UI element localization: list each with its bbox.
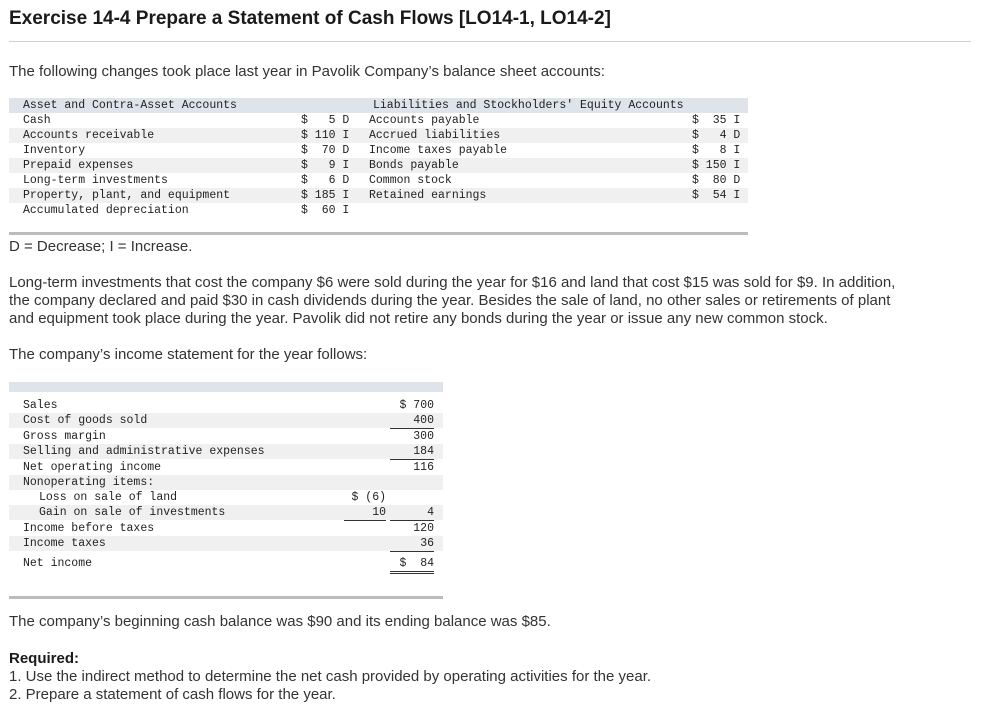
asset-name: Property, plant, and equipment	[23, 189, 231, 202]
table-row	[9, 429, 443, 444]
table-row	[9, 490, 443, 505]
table-row	[9, 536, 443, 551]
income-intro-text: The company’s income statement for the year follows:	[9, 346, 368, 363]
table-row	[9, 188, 748, 203]
liabilities-header: Liabilities and Stockholders' Equity Accounts	[373, 99, 684, 112]
asset-header: Asset and Contra-Asset Accounts	[23, 99, 237, 112]
title-divider	[9, 41, 971, 42]
exercise-title: Exercise 14-4 Prepare a Statement of Cash Flows [LO14-1, LO14-2]	[9, 8, 611, 29]
asset-change: $ 185 I	[301, 189, 350, 202]
table-row	[9, 444, 443, 459]
asset-name: Prepaid expenses	[23, 159, 134, 172]
asset-change: $ 110 I	[301, 129, 350, 142]
table-row	[9, 460, 443, 475]
income-taxes-amount: 36	[390, 536, 434, 552]
net-income-label: Net income	[23, 557, 93, 570]
table-row	[9, 143, 748, 158]
table-row	[9, 158, 748, 173]
liability-name: Retained earnings	[369, 189, 487, 202]
details-line-2: the company declared and paid $30 in cash dividends during the year. Besides the sale of land, no other sales or retirements of plant	[9, 292, 891, 309]
intro-text: The following changes took place last year in Pavolik Company’s balance sheet accounts:	[9, 63, 605, 80]
required-item-2: 2. Prepare a statement of cash flows for the year.	[9, 686, 336, 703]
liability-name: Income taxes payable	[369, 144, 508, 157]
sales-amount: $ 700	[399, 399, 434, 412]
nonoperating-label: Nonoperating items:	[23, 476, 155, 489]
operating-income-amount: 116	[413, 461, 434, 474]
asset-change: $ 5 D	[301, 114, 350, 127]
table-row	[9, 521, 443, 536]
table-row	[9, 203, 748, 218]
liability-change: $ 35 I	[692, 114, 741, 127]
balance-sheet-header	[9, 98, 748, 113]
table-row	[9, 556, 443, 571]
details-line-1: Long-term investments that cost the company $6 were sold during the year for $16 and land that cost $15 was sold for $9. In addition,	[9, 274, 896, 291]
table-row	[9, 113, 748, 128]
table-row	[9, 475, 443, 490]
gain-investments-label: Gain on sale of investments	[39, 506, 226, 519]
loss-land-amount: $ (6)	[351, 491, 386, 504]
liability-name: Common stock	[369, 174, 452, 187]
required-item-1: 1. Use the indirect method to determine the net cash provided by operating activities for the year.	[9, 668, 652, 685]
table-row	[9, 505, 443, 520]
table-row	[9, 413, 443, 428]
asset-change: $ 60 I	[301, 204, 350, 217]
sales-label: Sales	[23, 399, 58, 412]
operating-income-label: Net operating income	[23, 461, 162, 474]
loss-land-label: Loss on sale of land	[39, 491, 178, 504]
nonoperating-total: 4	[390, 505, 434, 521]
table-row	[9, 173, 748, 188]
gain-investments-amount: 10	[344, 505, 386, 521]
details-line-3: and equipment took place during the year. Pavolik did not retire any bonds during the year or issue any new common stock.	[9, 310, 828, 327]
asset-name: Inventory	[23, 144, 86, 157]
liability-change: $ 4 D	[692, 129, 741, 142]
required-label: Required:	[9, 650, 80, 667]
cogs-amount: 400	[390, 413, 434, 429]
gross-margin-label: Gross margin	[23, 430, 106, 443]
asset-name: Accounts receivable	[23, 129, 155, 142]
sga-label: Selling and administrative expenses	[23, 445, 265, 458]
table-row	[9, 128, 748, 143]
table-row	[9, 398, 443, 413]
net-income-amount: $ 84	[390, 556, 434, 574]
income-before-taxes-amount: 120	[413, 522, 434, 535]
income-statement-table	[9, 382, 443, 599]
asset-change: $ 9 I	[301, 159, 350, 172]
asset-name: Long-term investments	[23, 174, 168, 187]
liability-change: $ 150 I	[692, 159, 741, 172]
cogs-label: Cost of goods sold	[23, 414, 148, 427]
liability-name: Accrued liabilities	[369, 129, 501, 142]
sga-amount: 184	[390, 444, 434, 460]
cash-balance-text: The company’s beginning cash balance was $90 and its ending balance was $85.	[9, 613, 551, 630]
liability-name: Bonds payable	[369, 159, 459, 172]
liability-change: $ 8 I	[692, 144, 741, 157]
asset-change: $ 70 D	[301, 144, 350, 157]
gross-margin-amount: 300	[413, 430, 434, 443]
asset-name: Cash	[23, 114, 51, 127]
income-before-taxes-label: Income before taxes	[23, 522, 155, 535]
balance-sheet-changes-table	[9, 97, 748, 235]
liability-change: $ 80 D	[692, 174, 741, 187]
asset-name: Accumulated depreciation	[23, 204, 189, 217]
liability-name: Accounts payable	[369, 114, 480, 127]
legend-text: D = Decrease; I = Increase.	[9, 238, 193, 255]
liability-change: $ 54 I	[692, 189, 741, 202]
asset-change: $ 6 D	[301, 174, 350, 187]
income-taxes-label: Income taxes	[23, 537, 106, 550]
